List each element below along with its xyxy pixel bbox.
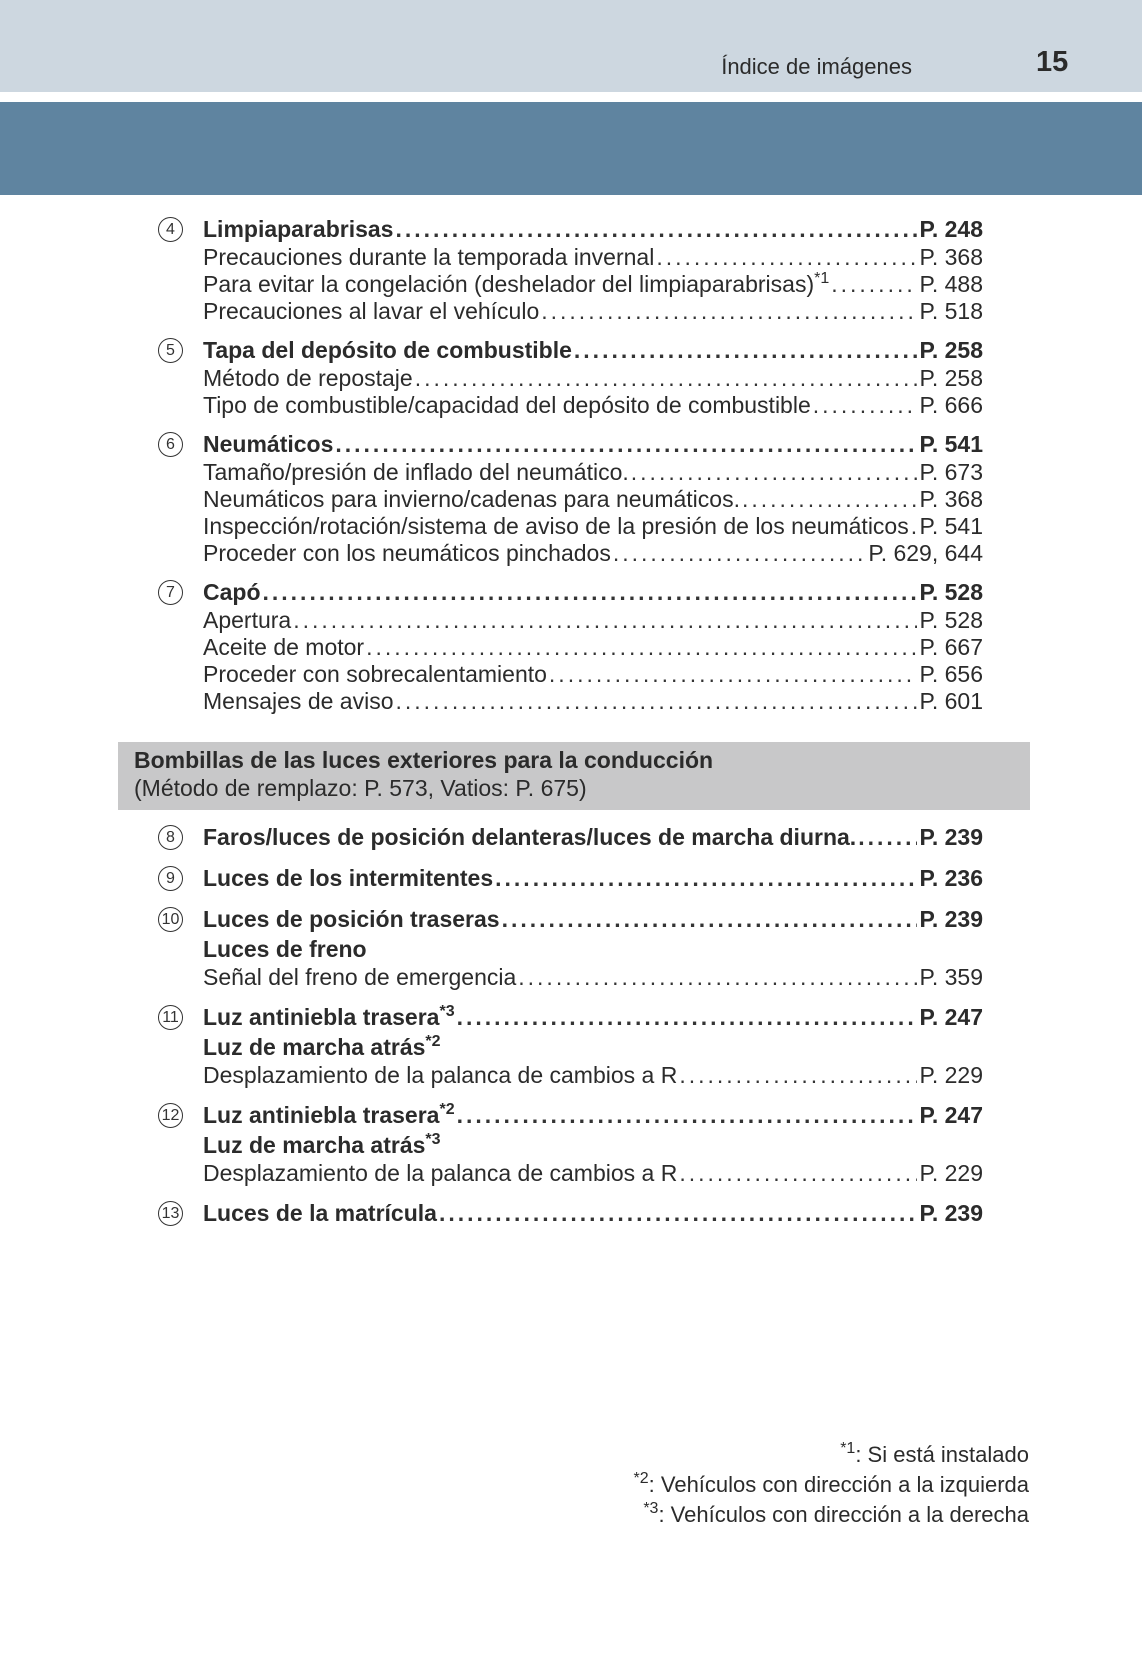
page-ref[interactable]: P. 247: [919, 1004, 983, 1030]
leader-dots: [457, 1100, 918, 1130]
page-ref[interactable]: P. 666: [919, 392, 983, 418]
leader-dots: [457, 1002, 918, 1032]
leader-dots: [335, 429, 917, 459]
footnote: $^{*1}$: Si está instalado: [840, 1440, 1029, 1467]
index-group-8: [155, 822, 983, 852]
circled-number-icon: 9: [158, 866, 183, 891]
leader-dots: [502, 904, 918, 934]
entry-label: Proceder con sobrecalentamiento: [203, 661, 547, 687]
footnote: $^{*3}$: Vehículos con dirección a la derecha: [643, 1500, 1029, 1527]
entry-label: Luz de marcha atrás: [203, 1034, 426, 1060]
index-subentry[interactable]: [203, 298, 983, 325]
entry-label: Precauciones durante la temporada invernal: [203, 244, 655, 270]
index-subentry[interactable]: [203, 513, 983, 540]
index-subentry[interactable]: [203, 540, 983, 567]
index-subentry[interactable]: [203, 661, 983, 688]
entry-label: Tapa del depósito de combustible: [203, 337, 572, 363]
entry-label: Aceite de motor: [203, 634, 365, 660]
index-subentry[interactable]: [203, 1160, 983, 1187]
index-entry[interactable]: [203, 863, 983, 893]
leader-dots: [858, 822, 917, 852]
footnote-mark: *2: [425, 1033, 441, 1050]
index-subentry[interactable]: [203, 607, 983, 634]
circled-number-icon: 13: [158, 1201, 183, 1226]
index-subentry[interactable]: [203, 634, 983, 661]
index-entry[interactable]: [203, 335, 983, 365]
leader-dots: [813, 392, 918, 419]
page-ref[interactable]: P. 629, 644: [868, 540, 983, 566]
index-subentry[interactable]: [203, 964, 983, 991]
leader-dots: [518, 964, 917, 991]
section-header: [118, 742, 1030, 810]
leader-dots: [574, 335, 918, 365]
page-ref[interactable]: P. 258: [919, 337, 983, 363]
index-subentry[interactable]: [203, 365, 983, 392]
entry-label: Tamaño/presión de inflado del neumático.: [203, 459, 629, 485]
index-subentry[interactable]: [203, 1062, 983, 1089]
footnote-mark: *2: [439, 1101, 455, 1118]
page-title: Índice de imágenes: [721, 54, 912, 79]
entry-label: Señal del freno de emergencia: [203, 964, 517, 990]
index-entry-label-only: [203, 934, 983, 964]
entry-label: Neumáticos: [203, 431, 334, 457]
leader-dots: [613, 540, 866, 567]
index-subentry[interactable]: [203, 392, 983, 419]
bulb-list: [155, 822, 983, 1239]
page-ref[interactable]: P. 258: [919, 365, 983, 391]
entry-label: Luz antiniebla trasera$^{*2}$: [203, 1101, 455, 1128]
entry-label: Desplazamiento de la palanca de cambios a R: [203, 1062, 678, 1088]
index-entry[interactable]: [203, 822, 983, 852]
index-entry[interactable]: [203, 429, 983, 459]
index-list: [155, 214, 983, 725]
page-ref[interactable]: P. 656: [919, 661, 983, 687]
page-ref[interactable]: P. 541: [919, 513, 983, 539]
header-band: [0, 0, 1142, 92]
entry-label: Tipo de combustible/capacidad del depósito de combustible: [203, 392, 811, 418]
leader-dots: [396, 688, 918, 715]
entry-label: Limpiaparabrisas: [203, 216, 394, 242]
entry-label: Precauciones al lavar el vehículo: [203, 298, 540, 324]
circled-number-icon: 10: [158, 907, 183, 932]
page-ref[interactable]: P. 368: [919, 486, 983, 512]
leader-dots: [911, 513, 918, 540]
index-group-6: [155, 429, 983, 567]
circled-number-icon: 12: [158, 1103, 183, 1128]
leader-dots: [742, 486, 918, 513]
section-subtitle: (Método de remplazo: P. 573, Vatios: P. 675): [134, 775, 587, 801]
circled-number-icon: 6: [158, 432, 183, 457]
entry-label: Método de repostaje: [203, 365, 413, 391]
leader-dots: [395, 214, 917, 244]
circled-number-icon: 8: [158, 825, 183, 850]
leader-dots: [263, 577, 918, 607]
index-subentry[interactable]: [203, 459, 983, 486]
entry-label: Luces de freno: [203, 936, 367, 962]
index-group-5: [155, 335, 983, 419]
index-group-12: [155, 1100, 983, 1187]
entry-label: Neumáticos para invierno/cadenas para neumáticos.: [203, 486, 740, 512]
page-ref[interactable]: P. 239: [919, 906, 983, 932]
page-ref[interactable]: P. 229: [919, 1160, 983, 1186]
entry-label: Luz de marcha atrás: [203, 1132, 426, 1158]
index-subentry[interactable]: [203, 688, 983, 715]
circled-number-icon: 5: [158, 338, 183, 363]
index-group-7: [155, 577, 983, 715]
leader-dots: [679, 1160, 917, 1187]
index-entry[interactable]: [203, 1198, 983, 1228]
footnote: $^{*2}$: Vehículos con dirección a la izquierda: [633, 1470, 1029, 1497]
page-ref[interactable]: P. 368: [919, 244, 983, 270]
index-subentry[interactable]: [203, 244, 983, 271]
header-divider: [0, 92, 1142, 102]
index-entry[interactable]: [203, 577, 983, 607]
entry-label: Apertura: [203, 607, 292, 633]
entry-label: Luz antiniebla trasera$^{*3}$: [203, 1003, 455, 1030]
entry-label: Luces de posición traseras: [203, 906, 500, 932]
leader-dots: [415, 365, 918, 392]
footnote-mark: *3: [439, 1003, 455, 1020]
entry-label: Faros/luces de posición delanteras/luces de marcha diurna.: [203, 824, 857, 850]
entry-label: Mensajes de aviso: [203, 688, 394, 714]
circled-number-icon: 11: [158, 1005, 183, 1030]
leader-dots: [439, 1198, 918, 1228]
index-group-4: [155, 214, 983, 325]
page-ref[interactable]: P. 601: [919, 688, 983, 714]
leader-dots: [656, 244, 917, 271]
page-ref[interactable]: P. 518: [919, 298, 983, 324]
index-group-13: [155, 1198, 983, 1228]
leader-dots: [831, 271, 917, 298]
page-ref[interactable]: P. 248: [919, 216, 983, 242]
footnote-mark: *3: [425, 1131, 441, 1148]
leader-dots: [541, 298, 917, 325]
index-entry[interactable]: [203, 1100, 983, 1130]
page-ref[interactable]: P. 239: [919, 824, 983, 850]
entry-label: Proceder con los neumáticos pinchados: [203, 540, 611, 566]
footnote-mark: *1: [814, 270, 830, 287]
entry-label: Para evitar la congelación (deshelador del limpiaparabrisas)$^{*1}$: [203, 270, 830, 297]
page-ref[interactable]: P. 541: [919, 431, 983, 457]
entry-label: Luces de los intermitentes: [203, 865, 494, 891]
leader-dots: [293, 607, 917, 634]
page-ref[interactable]: P. 247: [919, 1102, 983, 1128]
index-group-9: [155, 863, 983, 893]
index-subentry[interactable]: [203, 271, 983, 298]
leader-dots: [549, 661, 918, 688]
entry-label: Inspección/rotación/sistema de aviso de la presión de los neumáticos: [203, 513, 909, 539]
circled-number-icon: 7: [158, 580, 183, 605]
leader-dots: [495, 863, 917, 893]
entry-label: Desplazamiento de la palanca de cambios a R: [203, 1160, 678, 1186]
page-ref[interactable]: P. 528: [919, 579, 983, 605]
page-ref[interactable]: P. 488: [919, 271, 983, 297]
page-ref[interactable]: P. 229: [919, 1062, 983, 1088]
index-entry[interactable]: [203, 214, 983, 244]
blue-banner: [0, 102, 1142, 195]
footnotes: [634, 1440, 1029, 1530]
leader-dots: [679, 1062, 917, 1089]
page-ref[interactable]: P. 236: [919, 865, 983, 891]
page-ref[interactable]: P. 528: [919, 607, 983, 633]
index-entry[interactable]: [203, 904, 983, 934]
index-entry[interactable]: [203, 1002, 983, 1032]
leader-dots: [631, 459, 918, 486]
index-group-11: [155, 1002, 983, 1089]
section-title: Bombillas de las luces exteriores para la conducción: [134, 747, 714, 773]
page-number: 15: [1036, 46, 1069, 78]
page-ref[interactable]: P. 239: [919, 1200, 983, 1226]
index-entry-label-only: [203, 1130, 983, 1160]
page-ref[interactable]: P. 359: [919, 964, 983, 990]
entry-label: Luces de la matrícula: [203, 1200, 437, 1226]
index-entry-label-only: [203, 1032, 983, 1062]
page-ref[interactable]: P. 673: [919, 459, 983, 485]
leader-dots: [366, 634, 917, 661]
index-group-10: [155, 904, 983, 991]
entry-label: Capó: [203, 579, 261, 605]
circled-number-icon: 4: [158, 217, 183, 242]
page-ref[interactable]: P. 667: [919, 634, 983, 660]
index-subentry[interactable]: [203, 486, 983, 513]
